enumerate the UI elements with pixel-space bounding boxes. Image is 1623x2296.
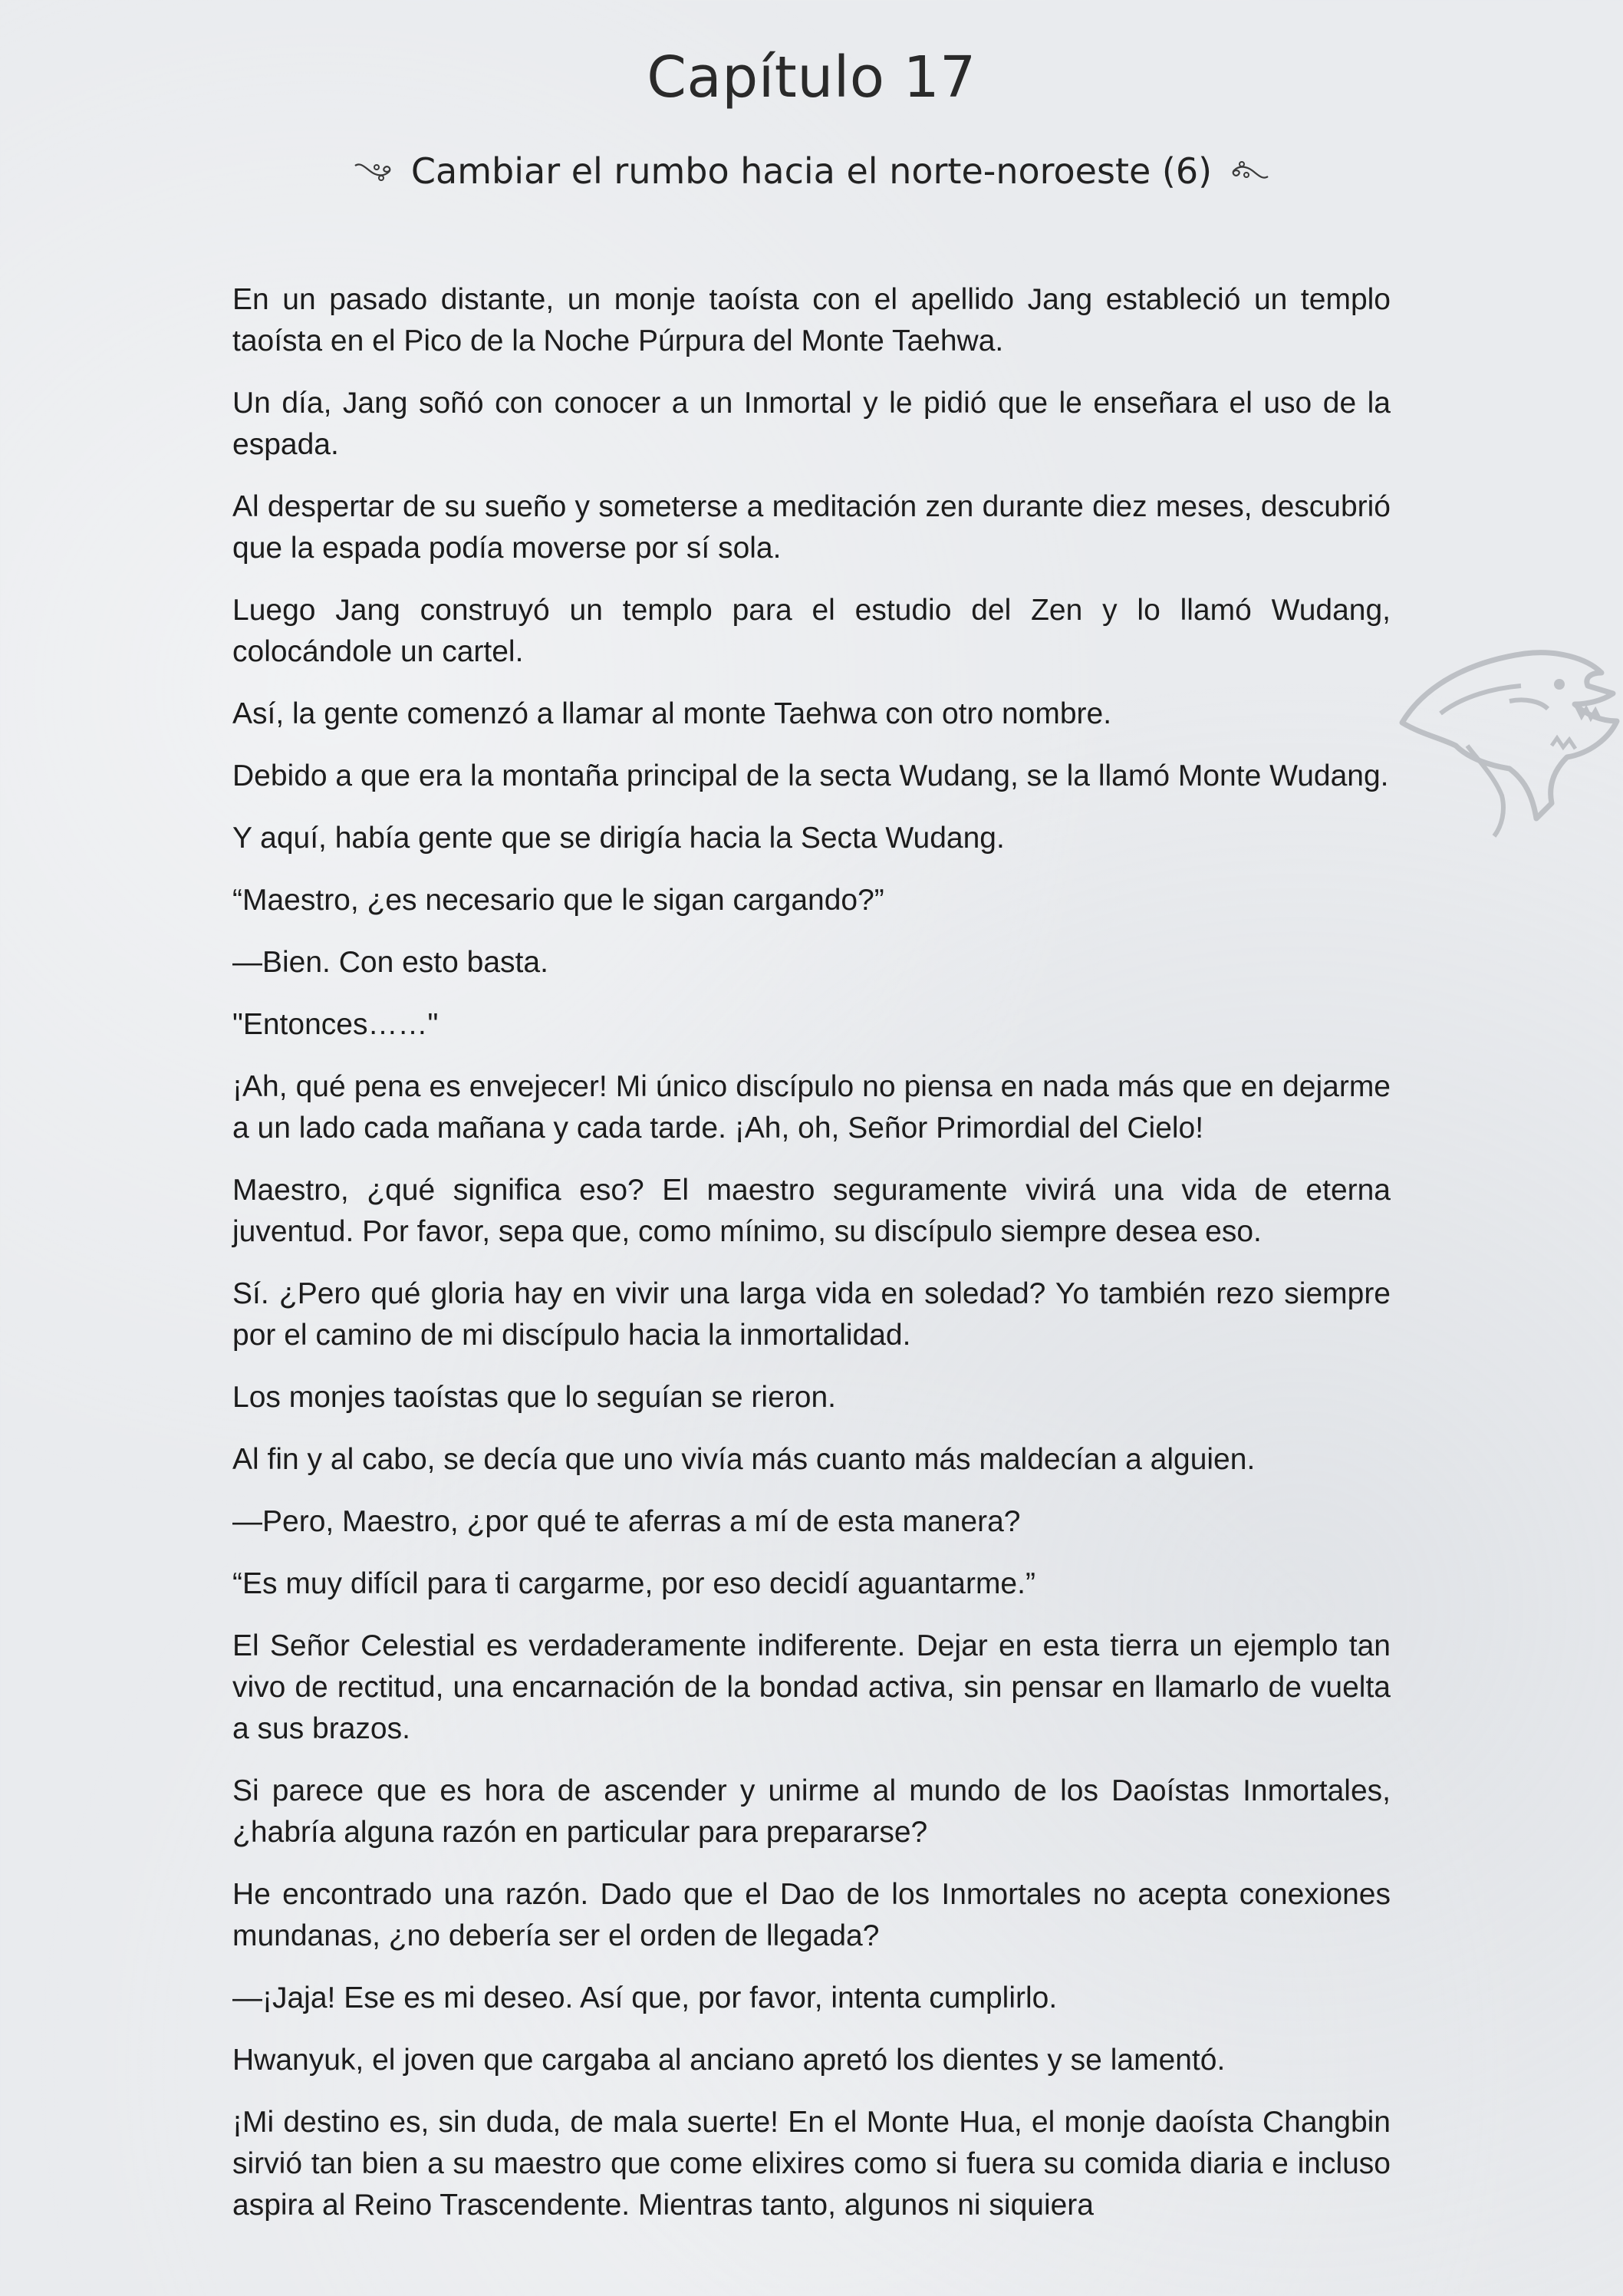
paragraph: Al despertar de su sueño y someterse a meditación zen durante diez meses, descubrió que la espada podía moverse por sí sola. bbox=[232, 490, 1391, 565]
chapter-title: Capítulo 17 bbox=[647, 44, 976, 110]
paragraph: El Señor Celestial es verdaderamente indiferente. Dejar en esta tierra un ejemplo tan vivo de rectitud, una encarnación de la bondad activa, sin pensar en llamarlo de vuelta a sus brazos. bbox=[232, 1629, 1391, 1745]
paragraph: Al fin y al cabo, se decía que uno vivía más cuanto más maldecían a alguien. bbox=[232, 1443, 1256, 1476]
paragraph: —Pero, Maestro, ¿por qué te aferras a mí de esta manera? bbox=[232, 1505, 1021, 1538]
paragraph: Sí. ¿Pero qué gloria hay en vivir una larga vida en soledad? Yo también rezo siempre por el camino de mi discípulo hacia la inmortalidad. bbox=[232, 1277, 1391, 1352]
dinosaur-head-icon bbox=[1394, 631, 1623, 838]
paragraph: Si parece que es hora de ascender y unirme al mundo de los Daoístas Inmortales, ¿habría alguna razón en particular para prepararse? bbox=[232, 1774, 1391, 1849]
flourish-left-icon bbox=[354, 160, 393, 189]
chapter-subtitle-text: Cambiar el rumbo hacia el norte-noroeste (6) bbox=[410, 150, 1213, 192]
chapter-body bbox=[232, 279, 1391, 2247]
paragraph: “Maestro, ¿es necesario que le sigan cargando?” bbox=[232, 884, 884, 917]
paragraph: He encontrado una razón. Dado que el Dao de los Inmortales no acepta conexiones mundanas, ¿no debería ser el orden de llegada? bbox=[232, 1878, 1391, 1952]
paragraph: —¡Jaja! Ese es mi deseo. Así que, por favor, intenta cumplirlo. bbox=[232, 1981, 1058, 2014]
paragraph: ¡Mi destino es, sin duda, de mala suerte! En el Monte Hua, el monje daoísta Changbin sirvió tan bien a su maestro que come elixires como si fuera su comida diaria e incluso aspira al Reino Trascendente. Mientras tanto, algunos ni siquiera bbox=[232, 2106, 1391, 2222]
paragraph: Un día, Jang soñó con conocer a un Inmortal y le pidió que le enseñara el uso de la espada. bbox=[232, 387, 1391, 461]
paragraph: Así, la gente comenzó a llamar al monte Taehwa con otro nombre. bbox=[232, 697, 1112, 730]
chapter-subtitle bbox=[0, 150, 1623, 192]
paragraph: —Bien. Con esto basta. bbox=[232, 946, 548, 979]
paragraph: "Entonces……" bbox=[232, 1008, 439, 1041]
paragraph: Los monjes taoístas que lo seguían se rieron. bbox=[232, 1381, 836, 1414]
paragraph: Hwanyuk, el joven que cargaba al anciano apretó los dientes y se lamentó. bbox=[232, 2044, 1226, 2077]
paragraph: Maestro, ¿qué significa eso? El maestro seguramente vivirá una vida de eterna juventud. Por favor, sepa que, como mínimo, su discípulo siempre desea eso. bbox=[232, 1174, 1391, 1248]
paragraph: En un pasado distante, un monje taoísta con el apellido Jang estableció un templo taoísta en el Pico de la Noche Púrpura del Monte Taehwa. bbox=[232, 283, 1391, 357]
paragraph: ¡Ah, qué pena es envejecer! Mi único discípulo no piensa en nada más que en dejarme a un lado cada mañana y cada tarde. ¡Ah, oh, Señor Primordial del Cielo! bbox=[232, 1070, 1391, 1145]
paragraph: “Es muy difícil para ti cargarme, por eso decidí aguantarme.” bbox=[232, 1567, 1035, 1600]
paragraph: Luego Jang construyó un templo para el estudio del Zen y lo llamó Wudang, colocándole un cartel. bbox=[232, 594, 1391, 668]
paragraph: Y aquí, había gente que se dirigía hacia la Secta Wudang. bbox=[232, 822, 1005, 855]
flourish-right-icon bbox=[1230, 160, 1269, 189]
paragraph: Debido a que era la montaña principal de la secta Wudang, se la llamó Monte Wudang. bbox=[232, 759, 1389, 792]
